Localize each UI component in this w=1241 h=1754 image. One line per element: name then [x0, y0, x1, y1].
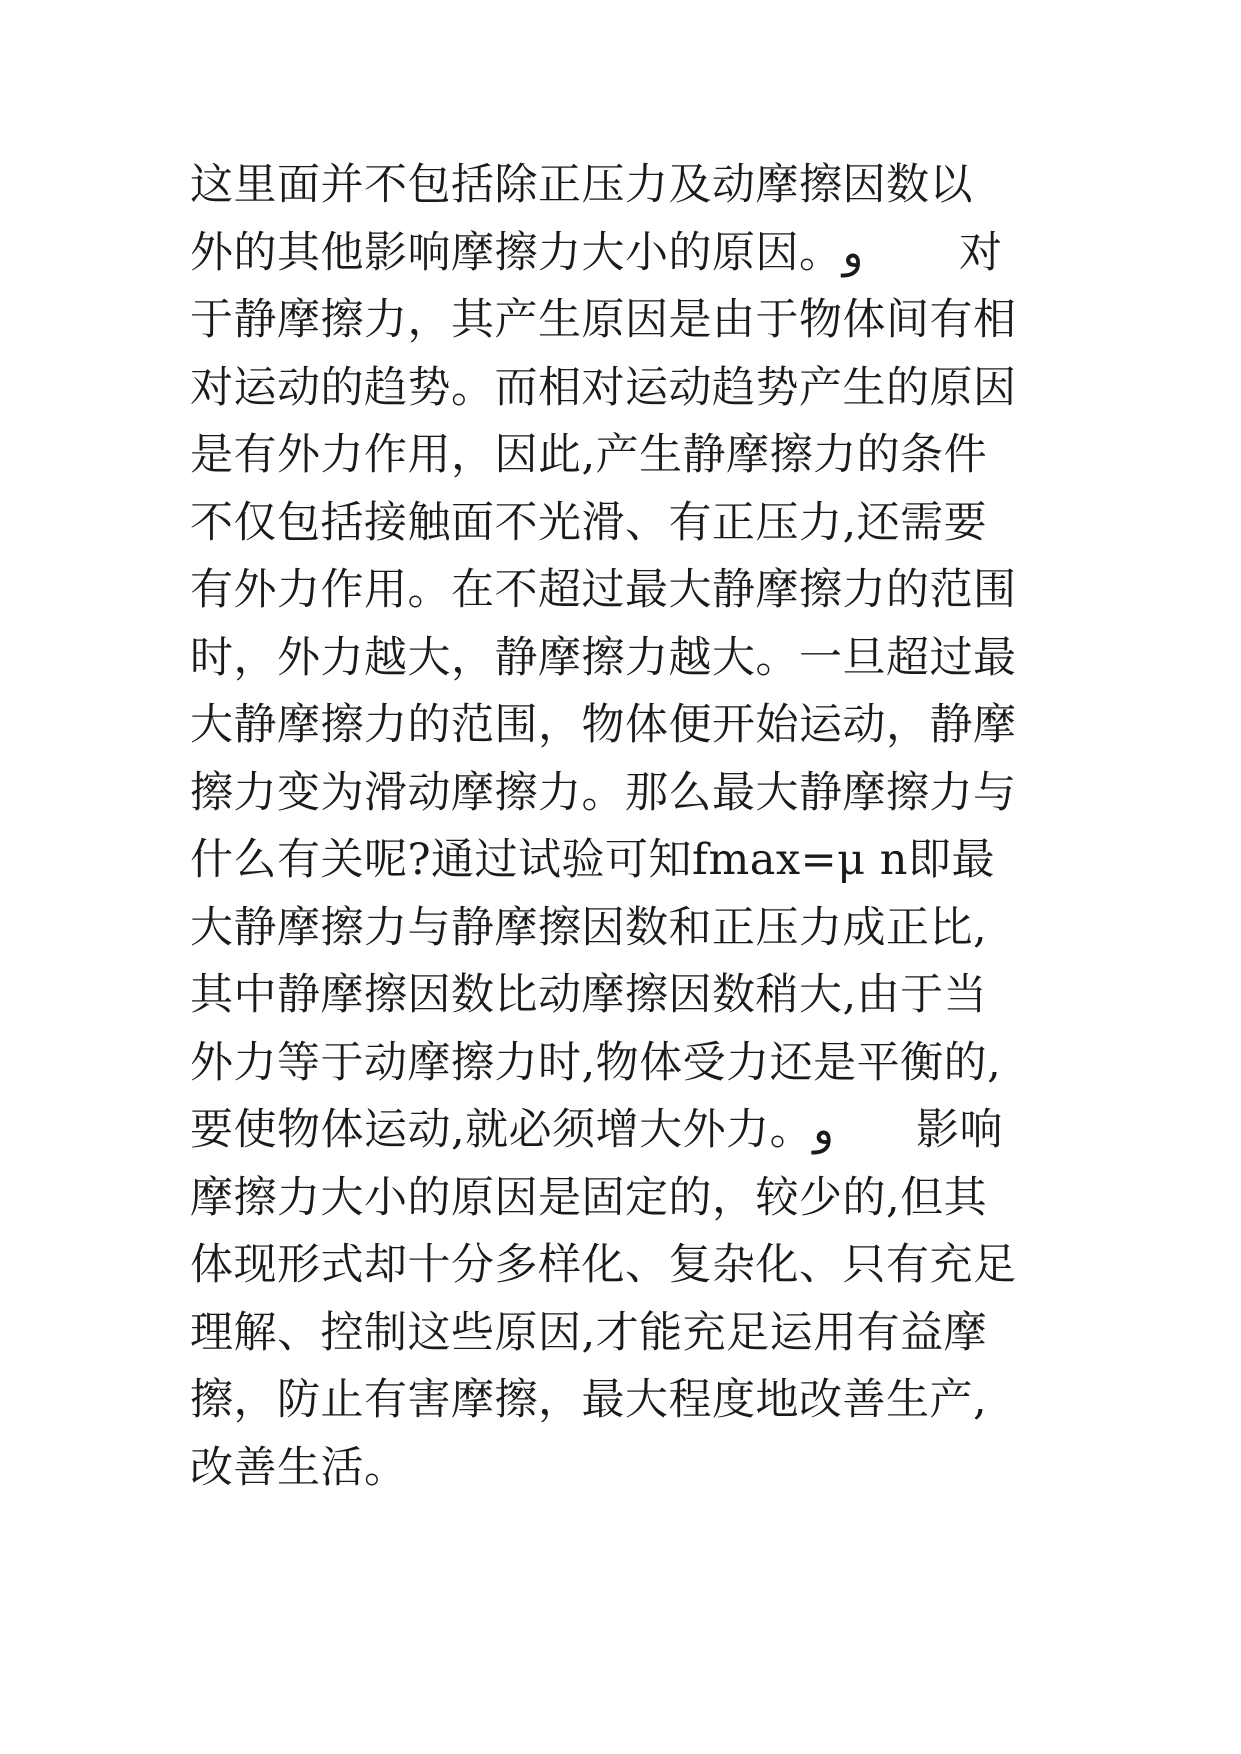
text-line-7: 有外力作用。在不超过最大静摩擦力的范围: [190, 565, 1017, 615]
text-line-6: 不仅包括接触面不光滑、有正压力,还需要: [190, 497, 988, 548]
text-line-20: 改善生活。: [190, 1442, 408, 1493]
text-line-5: 是有外力作用，因此,产生静摩擦力的条件: [190, 430, 988, 480]
text-line-16: 摩擦力大小的原因是固定的，较少的,但其: [190, 1172, 988, 1223]
text-line-2: 外的其他影响摩擦力大小的原因。و 对: [190, 227, 1003, 278]
text-line-3: 于静摩擦力，其产生原因是由于物体间有相: [190, 295, 1017, 345]
body-text: [190, 152, 1090, 1502]
text-line-10: 擦力变为滑动摩擦力。那么最大静摩擦力与: [190, 767, 1017, 818]
text-line-13: 其中静摩擦因数比动摩擦因数稍大,由于当: [190, 970, 988, 1020]
text-line-8: 时，外力越大，静摩擦力越大。一旦超过最: [190, 632, 1017, 683]
text-line-4: 对运动的趋势。而相对运动趋势产生的原因: [190, 362, 1017, 413]
text-line-19: 擦，防止有害摩擦，最大程度地改善生产,: [190, 1375, 988, 1425]
text-line-11: 什么有关呢?通过试验可知fmax=μ n即最: [190, 835, 995, 885]
text-line-18: 理解、控制这些原因,才能充足运用有益摩: [190, 1307, 988, 1358]
text-line-9: 大静摩擦力的范围，物体便开始运动，静摩: [190, 700, 1017, 750]
text-line-1: 这里面并不包括除正压力及动摩擦因数以: [190, 160, 973, 210]
text-line-12: 大静摩擦力与静摩擦因数和正压力成正比,: [190, 902, 988, 953]
text-line-15: 要使物体运动,就必须增大外力。و 影响: [190, 1105, 1003, 1155]
text-line-14: 外力等于动摩擦力时,物体受力还是平衡的,: [190, 1037, 1002, 1088]
text-line-17: 体现形式却十分多样化、复杂化、只有充足: [190, 1240, 1017, 1290]
